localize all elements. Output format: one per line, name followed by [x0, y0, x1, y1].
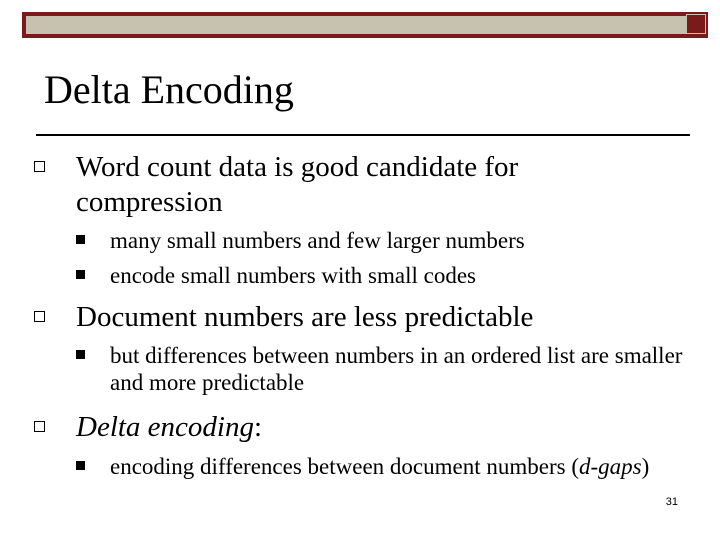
bullet-1-text: Word count data is good candidate for compression [76, 151, 519, 218]
top-decorative-bar [22, 12, 708, 38]
bullet-3-sub-1-suffix: ) [641, 454, 650, 479]
bullet-3-sub-1-italic: d-gaps [578, 454, 642, 479]
bullet-3-suffix: : [253, 411, 263, 443]
bullet-3-sub-1-prefix: encoding differences between document numbers ( [110, 454, 579, 479]
bullet-2 [76, 300, 533, 335]
hollow-square-bullet-icon [34, 311, 45, 322]
page-number: 31 [665, 496, 678, 508]
bullet-1-sub-2-text: encode small numbers with small codes [110, 263, 477, 288]
filled-square-bullet-icon [76, 461, 85, 470]
bullet-1-sub-2 [110, 262, 476, 289]
slide-title: Delta Encoding [44, 67, 294, 112]
bullet-1-sub-1-text: many small numbers and few larger numbers [110, 228, 525, 253]
filled-square-bullet-icon [76, 350, 85, 359]
filled-square-bullet-icon [76, 270, 85, 279]
hollow-square-bullet-icon [34, 161, 45, 172]
title-divider [36, 134, 690, 136]
bullet-3 [76, 410, 262, 445]
bullet-3-sub-1 [110, 453, 680, 480]
bullet-2-sub-1 [110, 342, 690, 396]
bullet-1-sub-1 [110, 227, 525, 254]
top-bar-fill [26, 16, 690, 34]
bullet-1 [76, 150, 596, 220]
filled-square-bullet-icon [76, 235, 85, 244]
top-bar-corner-square [686, 14, 706, 34]
hollow-square-bullet-icon [34, 421, 45, 432]
bullet-3-italic-text: Delta encoding [76, 411, 254, 443]
bullet-2-sub-1-text: but differences between numbers in an ordered list are smaller and more predictable [110, 343, 683, 395]
bullet-2-text: Document numbers are less predictable [76, 301, 534, 333]
